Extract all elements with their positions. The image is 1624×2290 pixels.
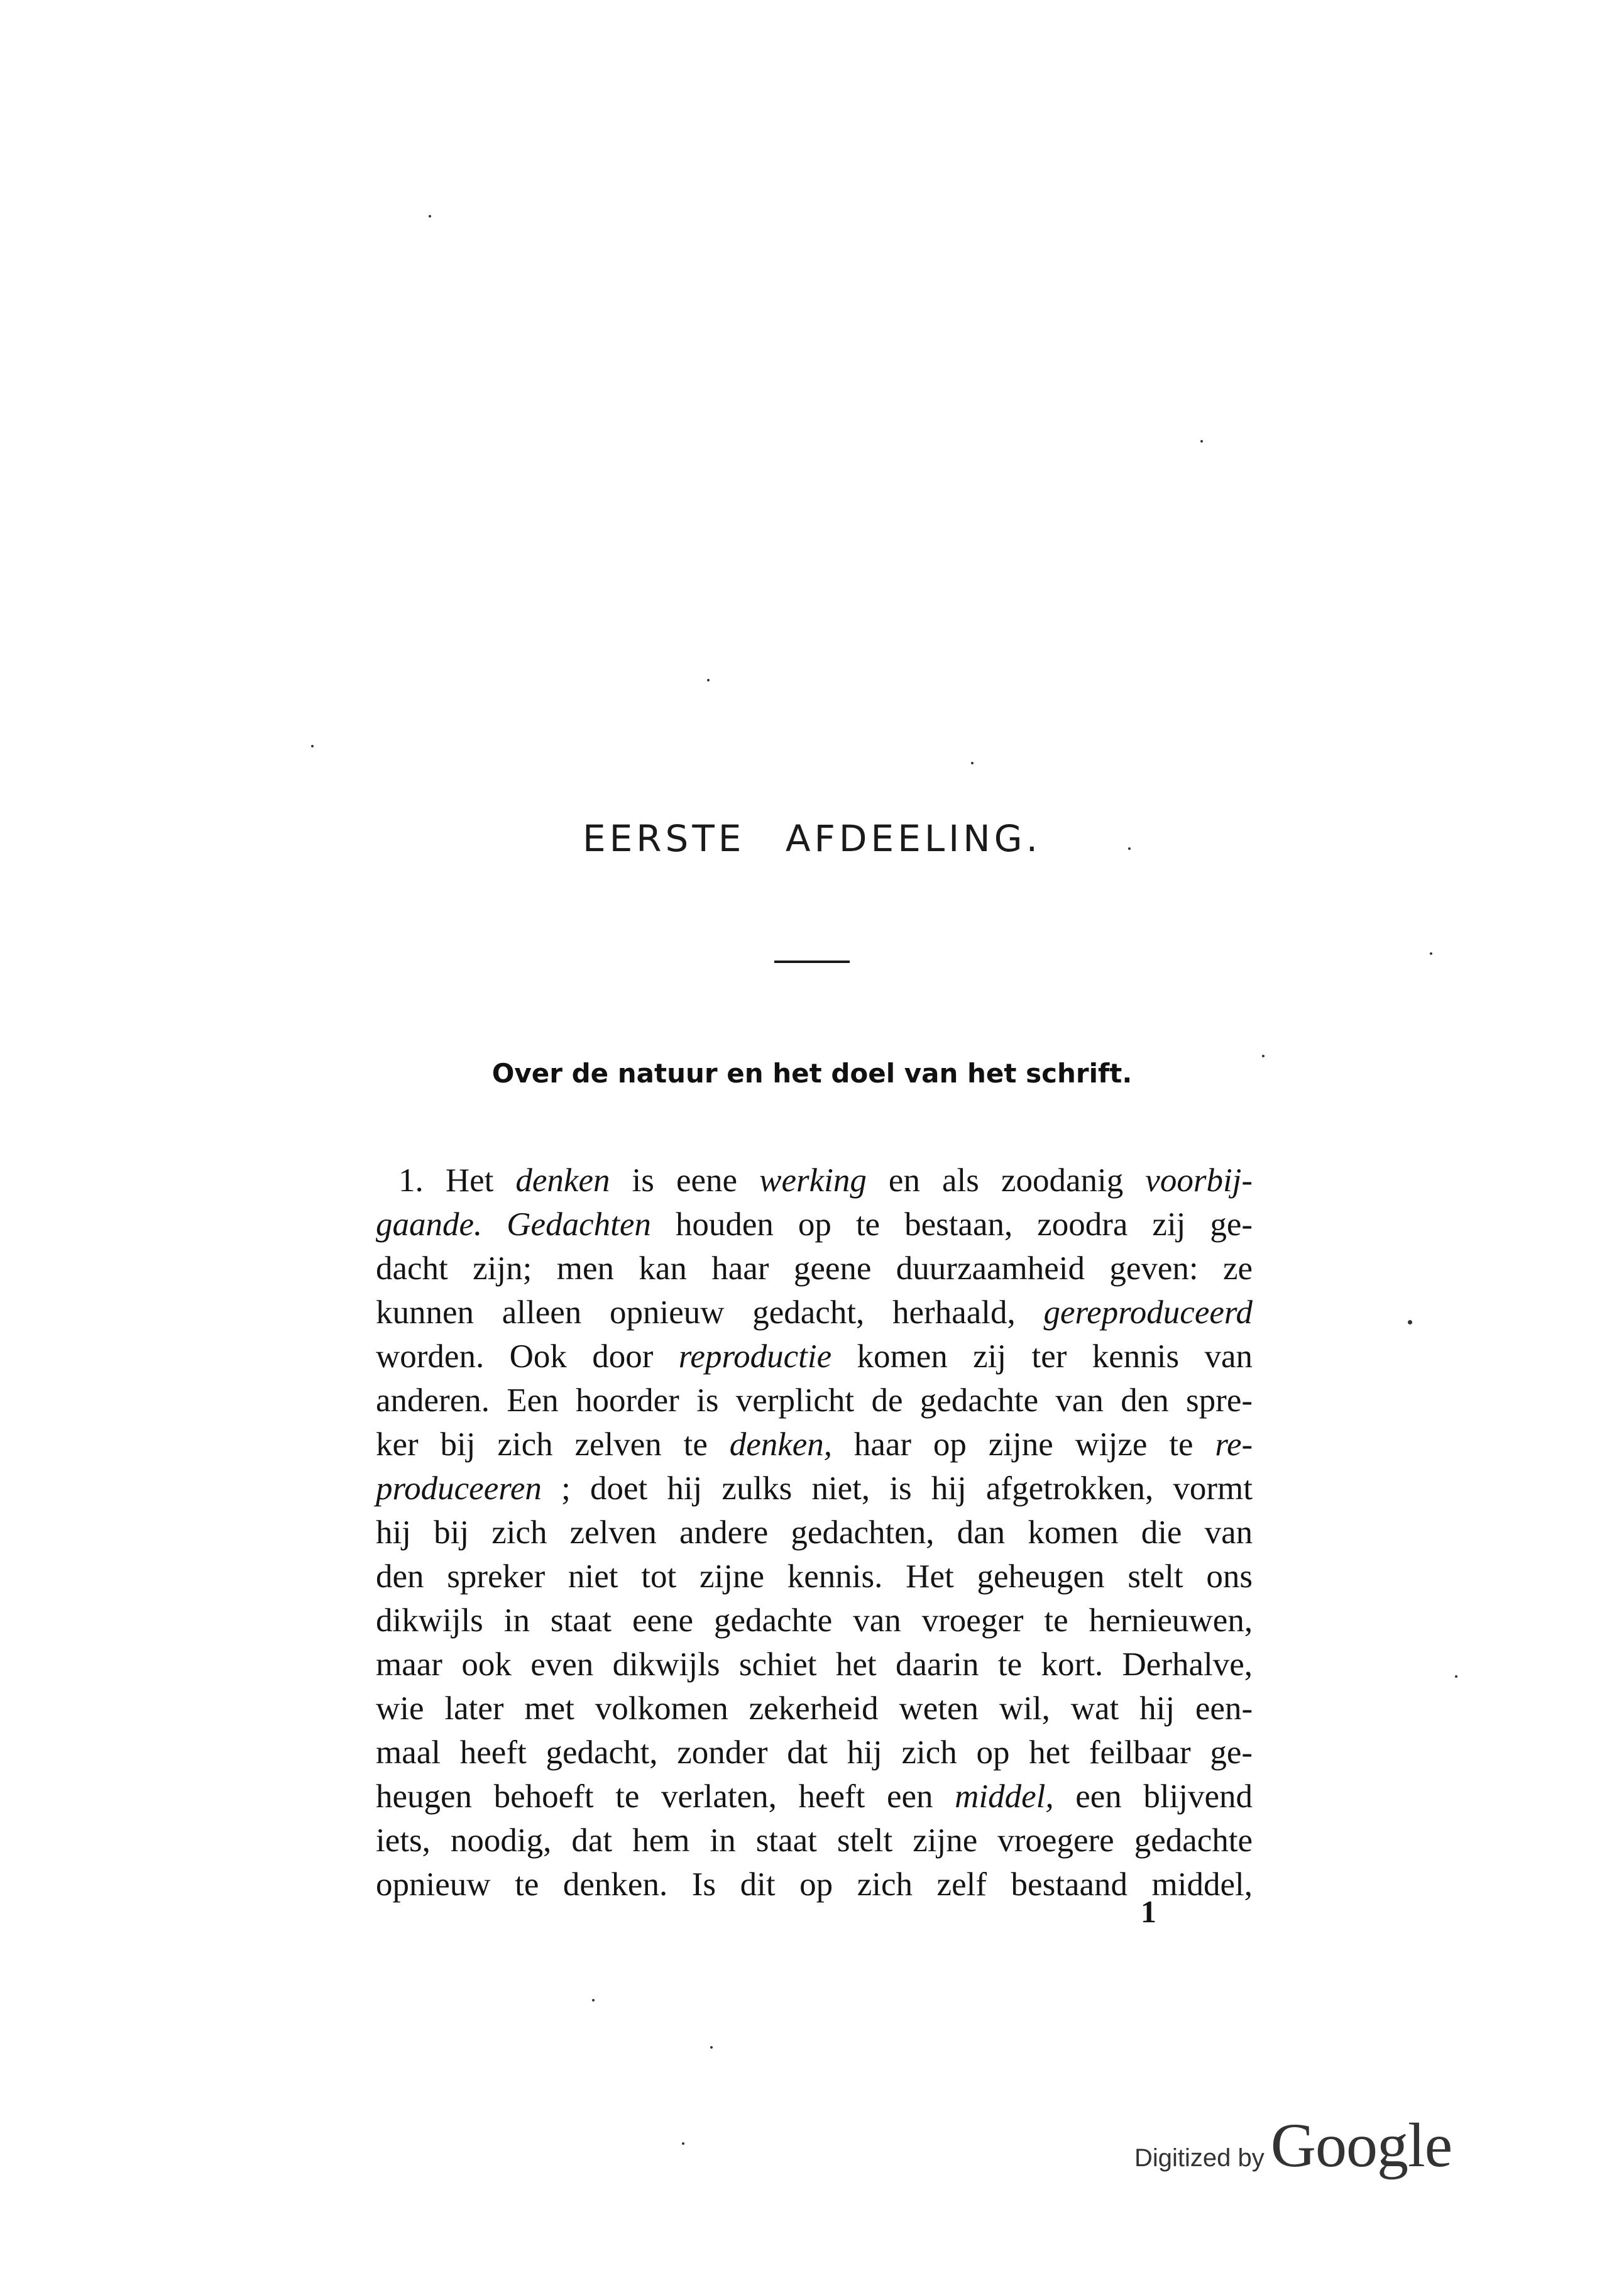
word: spreker xyxy=(447,1558,546,1595)
word: dacht xyxy=(376,1250,448,1287)
word: op xyxy=(933,1426,967,1463)
word: dat xyxy=(571,1822,613,1859)
word: volkomen xyxy=(595,1690,728,1727)
word: wijze xyxy=(1075,1426,1148,1463)
word: zij xyxy=(1152,1206,1186,1243)
text-line xyxy=(376,1863,1253,1907)
word: daarin xyxy=(896,1646,979,1683)
word: te xyxy=(1044,1602,1068,1639)
word: hem xyxy=(632,1822,690,1859)
word: wil, xyxy=(999,1690,1050,1727)
word: een xyxy=(1075,1778,1122,1815)
word: middel, xyxy=(1151,1866,1253,1903)
word: zijne xyxy=(700,1558,765,1595)
word: het xyxy=(1029,1734,1070,1771)
word: doet xyxy=(590,1470,648,1507)
scan-speck xyxy=(1408,1320,1412,1324)
word: herhaald, xyxy=(892,1294,1016,1331)
word: gedachte xyxy=(713,1602,833,1639)
text-line xyxy=(376,1203,1253,1247)
word: eene xyxy=(676,1162,738,1199)
word: den xyxy=(376,1558,424,1595)
scan-speck xyxy=(311,745,314,747)
word: komen xyxy=(1028,1514,1119,1551)
word: feilbaar xyxy=(1089,1734,1191,1771)
word: een- xyxy=(1195,1690,1253,1727)
heading-rule xyxy=(774,961,850,963)
word: zoodanig xyxy=(1001,1162,1124,1199)
word: van xyxy=(1055,1382,1104,1419)
word: te xyxy=(997,1646,1023,1683)
word: in xyxy=(710,1822,736,1859)
word: te xyxy=(515,1866,539,1903)
italic-word: produceeren xyxy=(376,1470,542,1507)
word: die xyxy=(1141,1514,1182,1551)
word: vormt xyxy=(1173,1470,1253,1507)
word: heeft xyxy=(798,1778,865,1815)
word: niet, xyxy=(811,1470,870,1507)
scan-speck xyxy=(1128,847,1131,850)
text-line xyxy=(376,1511,1253,1555)
word: hij xyxy=(931,1470,967,1507)
word: gedachte xyxy=(1134,1822,1253,1859)
word: den xyxy=(1121,1382,1169,1419)
digitized-by-label: Digitized by xyxy=(1134,2144,1265,2172)
word: te xyxy=(615,1778,640,1815)
word: hoorder xyxy=(575,1382,679,1419)
word: heugen xyxy=(376,1778,473,1815)
word: spre- xyxy=(1186,1382,1253,1419)
word: van xyxy=(1204,1338,1253,1375)
word: zijn; xyxy=(473,1250,532,1287)
chapter-heading: EERSTE AFDEELING. xyxy=(582,817,1042,860)
scan-speck xyxy=(592,1999,595,2001)
word: hij xyxy=(667,1470,703,1507)
text-line xyxy=(376,1247,1253,1291)
italic-word: middel, xyxy=(955,1778,1054,1815)
word: opnieuw xyxy=(610,1294,725,1331)
word: verplicht xyxy=(735,1382,855,1419)
word: behoeft xyxy=(493,1778,594,1815)
text-line xyxy=(376,1819,1253,1863)
word: zich xyxy=(857,1866,913,1903)
word: staat xyxy=(755,1822,817,1859)
word: zijne xyxy=(913,1822,978,1859)
word: ker xyxy=(376,1426,419,1463)
word: te xyxy=(683,1426,708,1463)
word: bestaan, xyxy=(904,1206,1013,1243)
word: iets, xyxy=(376,1822,431,1859)
word: dat xyxy=(787,1734,828,1771)
word: van xyxy=(853,1602,901,1639)
word: zulks xyxy=(721,1470,793,1507)
word: vroeger xyxy=(921,1602,1024,1639)
word: maal xyxy=(376,1734,441,1771)
text-line xyxy=(376,1379,1253,1423)
scan-speck xyxy=(1262,1055,1265,1057)
word: zoodra xyxy=(1037,1206,1128,1243)
word: gedachten, xyxy=(791,1514,935,1551)
word: van xyxy=(1204,1514,1253,1551)
scan-speck xyxy=(1455,1675,1457,1678)
word: blijvend xyxy=(1143,1778,1253,1815)
word: hij xyxy=(1139,1690,1175,1727)
word: bij xyxy=(440,1426,476,1463)
word: ge- xyxy=(1210,1206,1253,1243)
word: geven: xyxy=(1109,1250,1199,1287)
word: Een xyxy=(507,1382,559,1419)
section-title: Over de natuur en het doel van het schrift. xyxy=(491,1058,1133,1089)
word: zelven xyxy=(569,1514,657,1551)
word: zonder xyxy=(677,1734,768,1771)
text-line xyxy=(376,1335,1253,1379)
word: op xyxy=(798,1206,831,1243)
word: komen xyxy=(857,1338,948,1375)
italic-word: denken xyxy=(515,1162,610,1199)
word: hij xyxy=(376,1514,411,1551)
word: dikwijls xyxy=(376,1602,483,1639)
word: niet xyxy=(568,1558,618,1595)
paragraph-1 xyxy=(376,1159,1253,1907)
word: schiet xyxy=(738,1646,817,1683)
word: door xyxy=(592,1338,654,1375)
word: een xyxy=(887,1778,933,1815)
word: geheugen xyxy=(977,1558,1105,1595)
word: Derhalve, xyxy=(1122,1646,1253,1683)
word: kennis xyxy=(1092,1338,1180,1375)
word: hij xyxy=(847,1734,882,1771)
word: te xyxy=(855,1206,881,1243)
google-logo: Google xyxy=(1270,2110,1452,2180)
italic-word: Gedachten xyxy=(507,1206,651,1243)
word: haar xyxy=(711,1250,769,1287)
italic-word: gaande. xyxy=(376,1206,483,1243)
word: het xyxy=(835,1646,877,1683)
word: is xyxy=(696,1382,719,1419)
word: ze xyxy=(1223,1250,1253,1287)
italic-word: voorbij- xyxy=(1145,1162,1253,1199)
word: zijne xyxy=(988,1426,1053,1463)
scan-speck xyxy=(1200,440,1203,443)
word: afgetrokken, xyxy=(985,1470,1154,1507)
word: stelt xyxy=(837,1822,893,1859)
word: noodig, xyxy=(450,1822,552,1859)
word: even xyxy=(530,1646,594,1683)
text-line xyxy=(376,1687,1253,1731)
word: Is xyxy=(691,1866,716,1903)
word: alleen xyxy=(502,1294,582,1331)
word: kennis. xyxy=(787,1558,883,1595)
word: op xyxy=(976,1734,1010,1771)
scan-speck xyxy=(429,215,431,217)
word: is xyxy=(632,1162,654,1199)
word: zij xyxy=(973,1338,1007,1375)
word: kan xyxy=(639,1250,687,1287)
digitized-by-watermark xyxy=(1134,2109,1452,2181)
word: gedacht, xyxy=(546,1734,658,1771)
word: Het xyxy=(445,1162,494,1199)
word: zich xyxy=(497,1426,553,1463)
text-line xyxy=(376,1467,1253,1511)
text-line xyxy=(376,1291,1253,1335)
scan-speck xyxy=(707,679,710,681)
word: ook xyxy=(461,1646,512,1683)
word: dan xyxy=(957,1514,1006,1551)
word: ge- xyxy=(1210,1734,1253,1771)
word: met xyxy=(524,1690,574,1727)
word: tot xyxy=(641,1558,677,1595)
italic-word: reproductie xyxy=(678,1338,832,1375)
word: stelt xyxy=(1127,1558,1183,1595)
word: zich xyxy=(491,1514,547,1551)
word: bij xyxy=(434,1514,469,1551)
word: denken. xyxy=(562,1866,668,1903)
word: zich xyxy=(901,1734,957,1771)
word: gedachte xyxy=(919,1382,1039,1419)
text-line xyxy=(376,1159,1253,1203)
scan-speck xyxy=(971,762,974,764)
word: geene xyxy=(793,1250,872,1287)
word: duurzaamheid xyxy=(896,1250,1085,1287)
word: zelven xyxy=(574,1426,662,1463)
word: wat xyxy=(1070,1690,1119,1727)
word: dit xyxy=(740,1866,776,1903)
scan-speck xyxy=(710,2046,713,2049)
word: hernieuwen, xyxy=(1089,1602,1253,1639)
word: houden xyxy=(675,1206,774,1243)
word: wie xyxy=(376,1690,424,1727)
word: opnieuw xyxy=(376,1866,491,1903)
word: op xyxy=(799,1866,833,1903)
word: verlaten, xyxy=(661,1778,777,1815)
word: Het xyxy=(906,1558,954,1595)
word: kort. xyxy=(1041,1646,1104,1683)
word: andere xyxy=(679,1514,769,1551)
word: Ook xyxy=(509,1338,567,1375)
text-line xyxy=(376,1423,1253,1467)
scan-speck xyxy=(682,2142,684,2145)
word: gedacht, xyxy=(752,1294,865,1331)
word: anderen. xyxy=(376,1382,490,1419)
word: zekerheid xyxy=(749,1690,879,1727)
word: ; xyxy=(561,1470,571,1507)
word: weten xyxy=(899,1690,979,1727)
word: in xyxy=(503,1602,530,1639)
word: kunnen xyxy=(376,1294,475,1331)
text-line xyxy=(376,1775,1253,1819)
word: zelf xyxy=(936,1866,987,1903)
word: vroegere xyxy=(997,1822,1114,1859)
word: ter xyxy=(1031,1338,1067,1375)
word: worden. xyxy=(376,1338,485,1375)
word: als xyxy=(942,1162,979,1199)
word: staat xyxy=(550,1602,612,1639)
scan-speck xyxy=(1430,952,1432,955)
word: eene xyxy=(632,1602,694,1639)
italic-word: gereproduceerd xyxy=(1043,1294,1253,1331)
word: te xyxy=(1169,1426,1193,1463)
word: dikwijls xyxy=(612,1646,720,1683)
text-line xyxy=(376,1599,1253,1643)
word: heeft xyxy=(459,1734,527,1771)
italic-word: denken, xyxy=(729,1426,833,1463)
word: ons xyxy=(1206,1558,1253,1595)
word: is xyxy=(889,1470,912,1507)
word: bestaand xyxy=(1011,1866,1127,1903)
word: en xyxy=(888,1162,920,1199)
page-number: 1 xyxy=(1141,1894,1156,1929)
word: 1. xyxy=(398,1162,424,1199)
word: later xyxy=(444,1690,504,1727)
text-line xyxy=(376,1555,1253,1599)
word: men xyxy=(556,1250,614,1287)
text-line xyxy=(376,1731,1253,1775)
italic-word: re- xyxy=(1215,1426,1253,1463)
word: haar xyxy=(853,1426,912,1463)
text-line xyxy=(376,1643,1253,1687)
word: de xyxy=(871,1382,903,1419)
word: maar xyxy=(376,1646,442,1683)
italic-word: werking xyxy=(759,1162,867,1199)
